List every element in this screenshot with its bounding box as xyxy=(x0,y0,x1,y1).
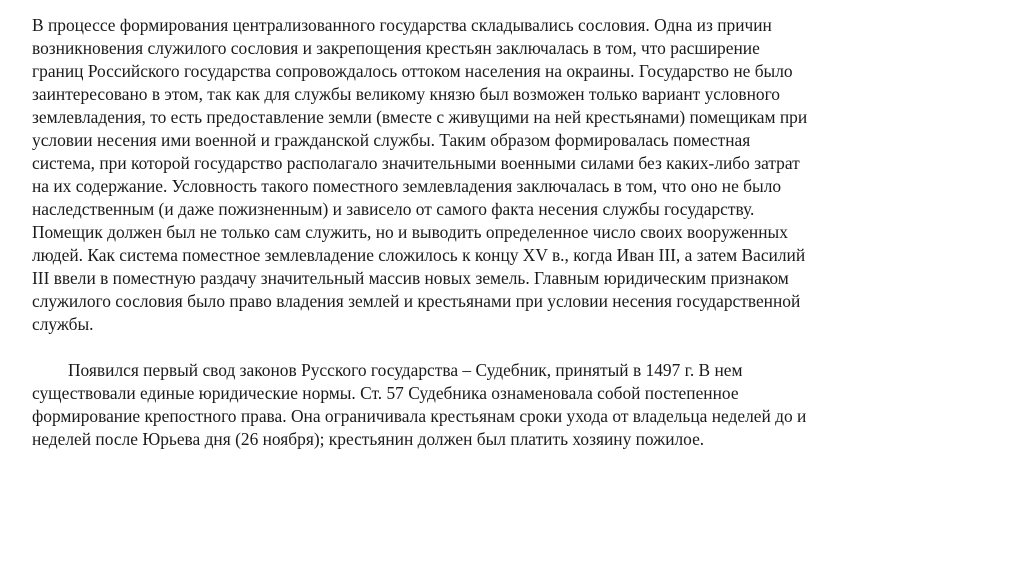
text-line: Появился первый свод законов Русского государства – Судебник, принятый в 1497 г. В нем xyxy=(68,360,743,380)
text-line: III ввели в поместную раздачу значительный массив новых земель. Главным юридическим признаком xyxy=(32,268,789,288)
paragraph-estates xyxy=(32,14,902,336)
text-line: наследственным (и даже пожизненным) и зависело от самого факта несения службы государству. xyxy=(32,199,755,219)
text-line: Помещик должен был не только сам служить, но и выводить определенное число своих вооруженных xyxy=(32,222,788,242)
paragraph-gap xyxy=(32,336,902,359)
text-block xyxy=(32,14,902,451)
text-line: существовали единые юридические нормы. Ст. 57 Судебника ознаменовала собой постепенное xyxy=(32,383,739,403)
text-line: границ Российского государства сопровождалось оттоком населения на окраины. Государство не было xyxy=(32,61,793,81)
text-line: В процессе формирования централизованного государства складывались сословия. Одна из причин xyxy=(32,15,772,35)
text-line: землевладения, то есть предоставление земли (вместе с живущими на ней крестьянами) помещикам при xyxy=(32,107,808,127)
text-line: формирование крепостного права. Она ограничивала крестьянам сроки ухода от владельца неделей до и xyxy=(32,406,807,426)
text-line: службы. xyxy=(32,314,94,334)
text-line: возникновения служилого сословия и закрепощения крестьян заключалась в том, что расширение xyxy=(32,38,760,58)
text-line: система, при которой государство располагало значительными военными силами без каких-либо затрат xyxy=(32,153,800,173)
text-line: служилого сословия было право владения землей и крестьянами при условии несения государственной xyxy=(32,291,801,311)
text-line: условии несения ими военной и гражданской службы. Таким образом формировалась поместная xyxy=(32,130,751,150)
paragraph-sudebnik xyxy=(32,359,902,451)
text-line: заинтересовано в этом, так как для службы великому князю был возможен только вариант условного xyxy=(32,84,780,104)
text-line: неделей после Юрьева дня (26 ноября); крестьянин должен был платить хозяину пожилое. xyxy=(32,429,705,449)
text-line: на их содержание. Условность такого поместного землевладения заключалась в том, что оно не было xyxy=(32,176,782,196)
text-line: людей. Как система поместное землевладение сложилось к концу XV в., когда Иван III, а затем Василий xyxy=(32,245,806,265)
